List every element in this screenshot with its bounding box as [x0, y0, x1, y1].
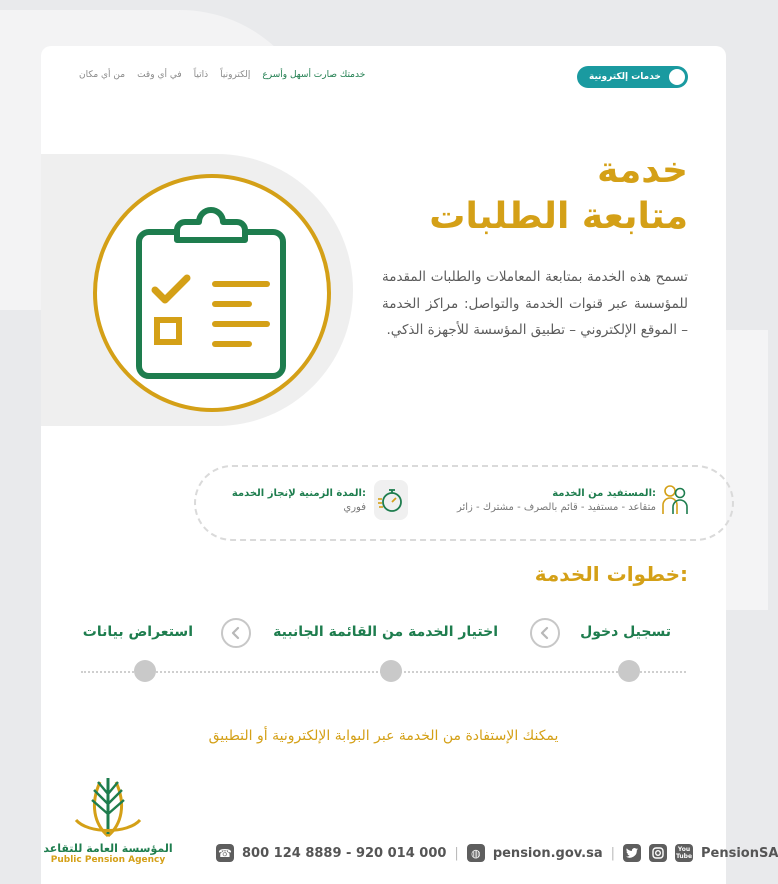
- step-choose-service: اختيار الخدمة من القائمة الجانبية: [273, 624, 498, 640]
- step-login: تسجيل دخول: [580, 624, 671, 640]
- beneficiary-value: متقاعد - مستفيد - قائم بالصرف - مشترك - زائر: [456, 501, 656, 513]
- e-services-label: خدمات إلكترونية: [589, 72, 661, 82]
- service-card: [41, 46, 778, 884]
- steps-title: خطوات الخدمة:: [534, 562, 688, 586]
- tagline-item: ذاتياً: [193, 70, 209, 80]
- stopwatch-icon: [374, 480, 408, 520]
- chevron-left-icon: [530, 618, 560, 648]
- step-view-data: استعراض بيانات: [82, 624, 193, 640]
- clipboard-checklist-icon: [131, 212, 291, 382]
- beneficiary-label: المستفيد من الخدمة:: [552, 487, 656, 499]
- page-subtitle: متابعة الطلبات: [429, 196, 688, 237]
- logo-arabic-name: المؤسسة العامة للتقاعد: [43, 842, 173, 855]
- duration-label: المدة الزمنية لإنجاز الخدمة:: [231, 487, 366, 499]
- youtube-icon[interactable]: [675, 844, 693, 862]
- globe-icon: ◍: [467, 844, 485, 862]
- timeline-node: [618, 660, 640, 682]
- service-description: تسمح هذه الخدمة بمتابعة المعاملات والطلبات المقدمة للمؤسسة عبر قنوات الخدمة والتواصل: مراكز الخدمة – الموقع الإلكتروني – تطبيق المؤسسة للأجهزة الذكي.: [382, 269, 688, 338]
- phone-numbers[interactable]: 800 124 8889 - 920 014 000: [242, 845, 447, 861]
- tagline-item: من أي مكان: [79, 70, 126, 80]
- page-title: خدمة: [597, 150, 688, 191]
- tagline-item: إلكترونياً: [220, 70, 251, 80]
- duration-info: [232, 480, 408, 520]
- divider: |: [610, 845, 615, 861]
- youtube-you: You: [677, 846, 691, 853]
- agency-logo: [43, 774, 173, 865]
- logo-english-name: Public Pension Agency: [50, 855, 166, 865]
- people-icon: [662, 480, 688, 520]
- duration-value: فوري: [343, 501, 366, 513]
- channels-note: يمكنك الإستفادة من الخدمة عبر البوابة الإلكترونية أو التطبيق: [208, 728, 559, 744]
- beneficiary-info: [457, 480, 688, 520]
- palm-logo-icon: [70, 774, 146, 840]
- chevron-left-icon: [221, 618, 251, 648]
- tagline-item: في أي وقت: [137, 70, 182, 80]
- website-link[interactable]: pension.gov.sa: [492, 845, 603, 861]
- divider: |: [454, 845, 459, 861]
- twitter-icon[interactable]: [623, 844, 641, 862]
- toggle-knob: [669, 69, 685, 85]
- instagram-icon[interactable]: [649, 844, 667, 862]
- youtube-tube: Tube: [675, 853, 693, 860]
- timeline-node: [134, 660, 156, 682]
- timeline-node: [380, 660, 402, 682]
- social-handle[interactable]: PensionSA: [701, 845, 778, 861]
- tagline-main: خدمتك صارت أسهل وأسرع: [262, 70, 366, 80]
- e-services-toggle[interactable]: [577, 66, 688, 88]
- contact-bar: [216, 844, 778, 862]
- taglines: [79, 70, 365, 80]
- phone-icon: ☎: [216, 844, 234, 862]
